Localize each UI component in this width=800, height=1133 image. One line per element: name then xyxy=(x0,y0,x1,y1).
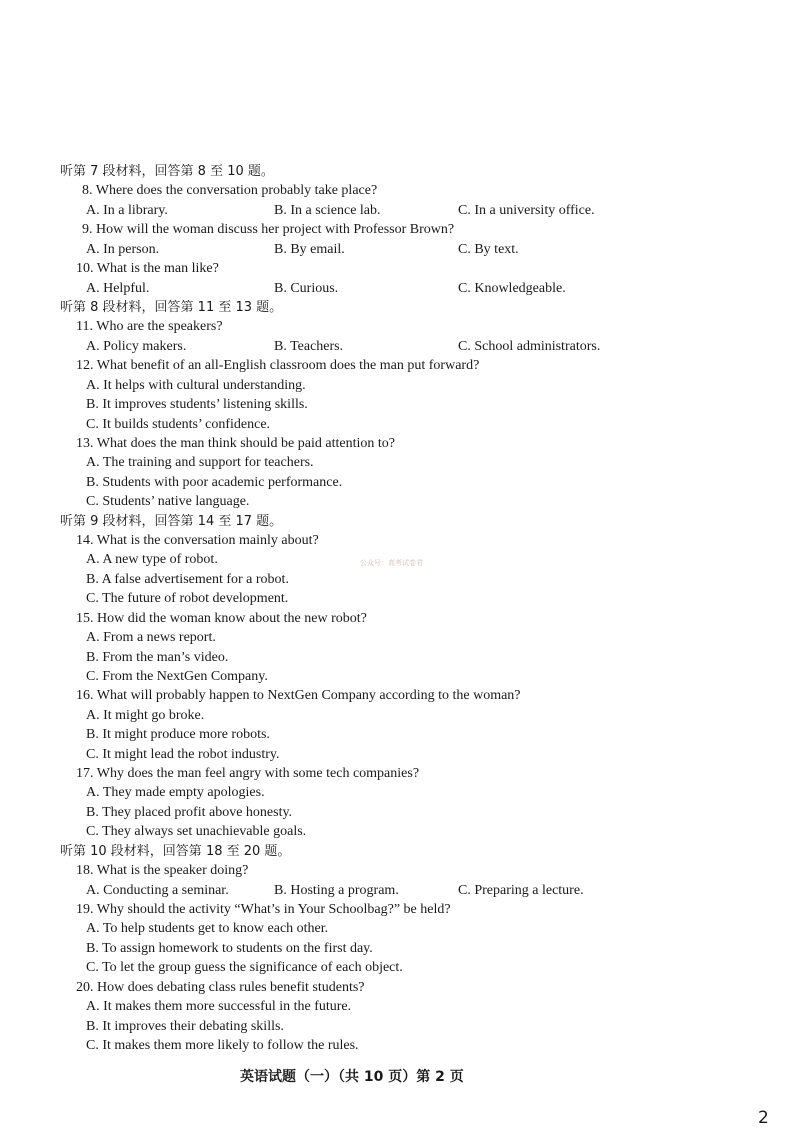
question-text: What is the man like? xyxy=(93,261,219,277)
page-number: 2 xyxy=(758,1108,769,1128)
question-text: What does the man think should be paid attention to? xyxy=(93,435,395,451)
answer-option: B. Curious. xyxy=(274,280,339,296)
question-number: 18. xyxy=(76,863,94,879)
answer-option: C. To let the group guess the significance of each object. xyxy=(86,960,403,976)
answer-option: C. School administrators. xyxy=(458,338,601,354)
question-stem xyxy=(82,181,377,200)
answer-option: B. In a science lab. xyxy=(274,202,381,218)
question-text: How did the woman know about the new robot? xyxy=(93,610,367,626)
answer-option: C. It builds students’ confidence. xyxy=(86,416,271,432)
answer-option: A. In person. xyxy=(86,241,160,257)
answer-option: A. It might go broke. xyxy=(86,707,205,723)
question-number: 12. xyxy=(76,358,94,374)
question-stem xyxy=(76,356,479,375)
answer-option: B. Hosting a program. xyxy=(274,882,399,898)
question-stem xyxy=(76,317,223,336)
question-text: Why does the man feel angry with some tech companies? xyxy=(93,766,420,781)
answer-option: A. Helpful. xyxy=(86,280,150,296)
answer-option: A. It helps with cultural understanding. xyxy=(86,377,306,393)
section-heading: 听第 10 段材料，回答第 18 至 20 题。 xyxy=(60,843,291,859)
question-text: What is the speaker doing? xyxy=(93,863,249,879)
question-stem xyxy=(76,861,248,880)
question-stem xyxy=(76,434,395,453)
question-stem xyxy=(76,686,521,705)
question-number: 10. xyxy=(76,261,94,277)
question-text: What benefit of an all-English classroom does the man put forward? xyxy=(93,358,480,374)
answer-option: B. It might produce more robots. xyxy=(86,727,270,743)
watermark: 公众号：高考试卷君 xyxy=(360,559,423,567)
answer-option: B. It improves students’ listening skills. xyxy=(86,397,308,412)
answer-option: C. Students’ native language. xyxy=(86,494,250,510)
question-text: How will the woman discuss her project with Professor Brown? xyxy=(92,222,455,238)
answer-option: A. The training and support for teachers. xyxy=(86,455,314,471)
answer-option: C. They always set unachievable goals. xyxy=(86,824,307,840)
answer-option: B. By email. xyxy=(274,241,345,257)
question-stem xyxy=(76,259,219,278)
question-number: 8. xyxy=(82,183,93,199)
answer-option: C. The future of robot development. xyxy=(86,591,289,607)
question-number: 16. xyxy=(76,688,94,704)
question-text: What will probably happen to NextGen Company according to the woman? xyxy=(93,688,521,704)
answer-option: B. A false advertisement for a robot. xyxy=(86,571,289,587)
answer-option: A. In a library. xyxy=(86,202,168,218)
answer-option: A. From a news report. xyxy=(86,630,216,646)
question-stem xyxy=(76,764,419,783)
answer-option: C. It might lead the robot industry. xyxy=(86,746,280,762)
question-stem xyxy=(76,900,451,919)
answer-option: A. They made empty apologies. xyxy=(86,785,265,801)
answer-option: A. A new type of robot. xyxy=(86,552,218,568)
answer-option: C. Preparing a lecture. xyxy=(458,882,584,898)
question-stem xyxy=(76,609,367,628)
answer-option: C. By text. xyxy=(458,241,519,257)
question-number: 13. xyxy=(76,435,94,451)
section-heading: 听第 9 段材料，回答第 14 至 17 题。 xyxy=(60,513,283,529)
section-heading: 听第 7 段材料，回答第 8 至 10 题。 xyxy=(60,164,274,179)
answer-option: A. Policy makers. xyxy=(86,338,187,354)
question-text: How does debating class rules benefit students? xyxy=(93,979,365,995)
question-number: 11. xyxy=(76,319,93,335)
answer-option: C. From the NextGen Company. xyxy=(86,668,268,684)
page-footer: 英语试题（一）（共 10 页）第 2 页 xyxy=(240,1069,464,1085)
question-text: What is the conversation mainly about? xyxy=(93,533,319,548)
question-number: 9. xyxy=(82,222,93,238)
answer-option: B. They placed profit above honesty. xyxy=(86,804,293,820)
question-stem xyxy=(76,531,319,550)
question-number: 19. xyxy=(76,902,94,917)
section-heading: 听第 8 段材料，回答第 11 至 13 题。 xyxy=(60,299,283,315)
question-text: Where does the conversation probably take place? xyxy=(92,183,378,199)
question-text: Why should the activity “What’s in Your Schoolbag?” be held? xyxy=(93,902,451,917)
answer-option: A. It makes them more successful in the future. xyxy=(86,999,352,1015)
answer-option: C. In a university office. xyxy=(458,202,595,218)
answer-option: B. From the man’s video. xyxy=(86,649,229,665)
question-number: 15. xyxy=(76,610,94,626)
answer-option: A. To help students get to know each other. xyxy=(86,921,329,937)
answer-option: C. It makes them more likely to follow the rules. xyxy=(86,1037,359,1053)
question-stem xyxy=(82,220,454,239)
question-number: 14. xyxy=(76,533,94,548)
question-number: 20. xyxy=(76,979,94,995)
question-text: Who are the speakers? xyxy=(92,319,223,335)
answer-option: B. To assign homework to students on the first day. xyxy=(86,940,373,956)
question-stem xyxy=(76,978,365,997)
answer-option: C. Knowledgeable. xyxy=(458,280,566,296)
answer-option: B. Students with poor academic performance. xyxy=(86,474,343,490)
question-number: 17. xyxy=(76,766,94,781)
answer-option: B. It improves their debating skills. xyxy=(86,1018,284,1034)
answer-option: B. Teachers. xyxy=(274,338,344,354)
answer-option: A. Conducting a seminar. xyxy=(86,882,229,898)
